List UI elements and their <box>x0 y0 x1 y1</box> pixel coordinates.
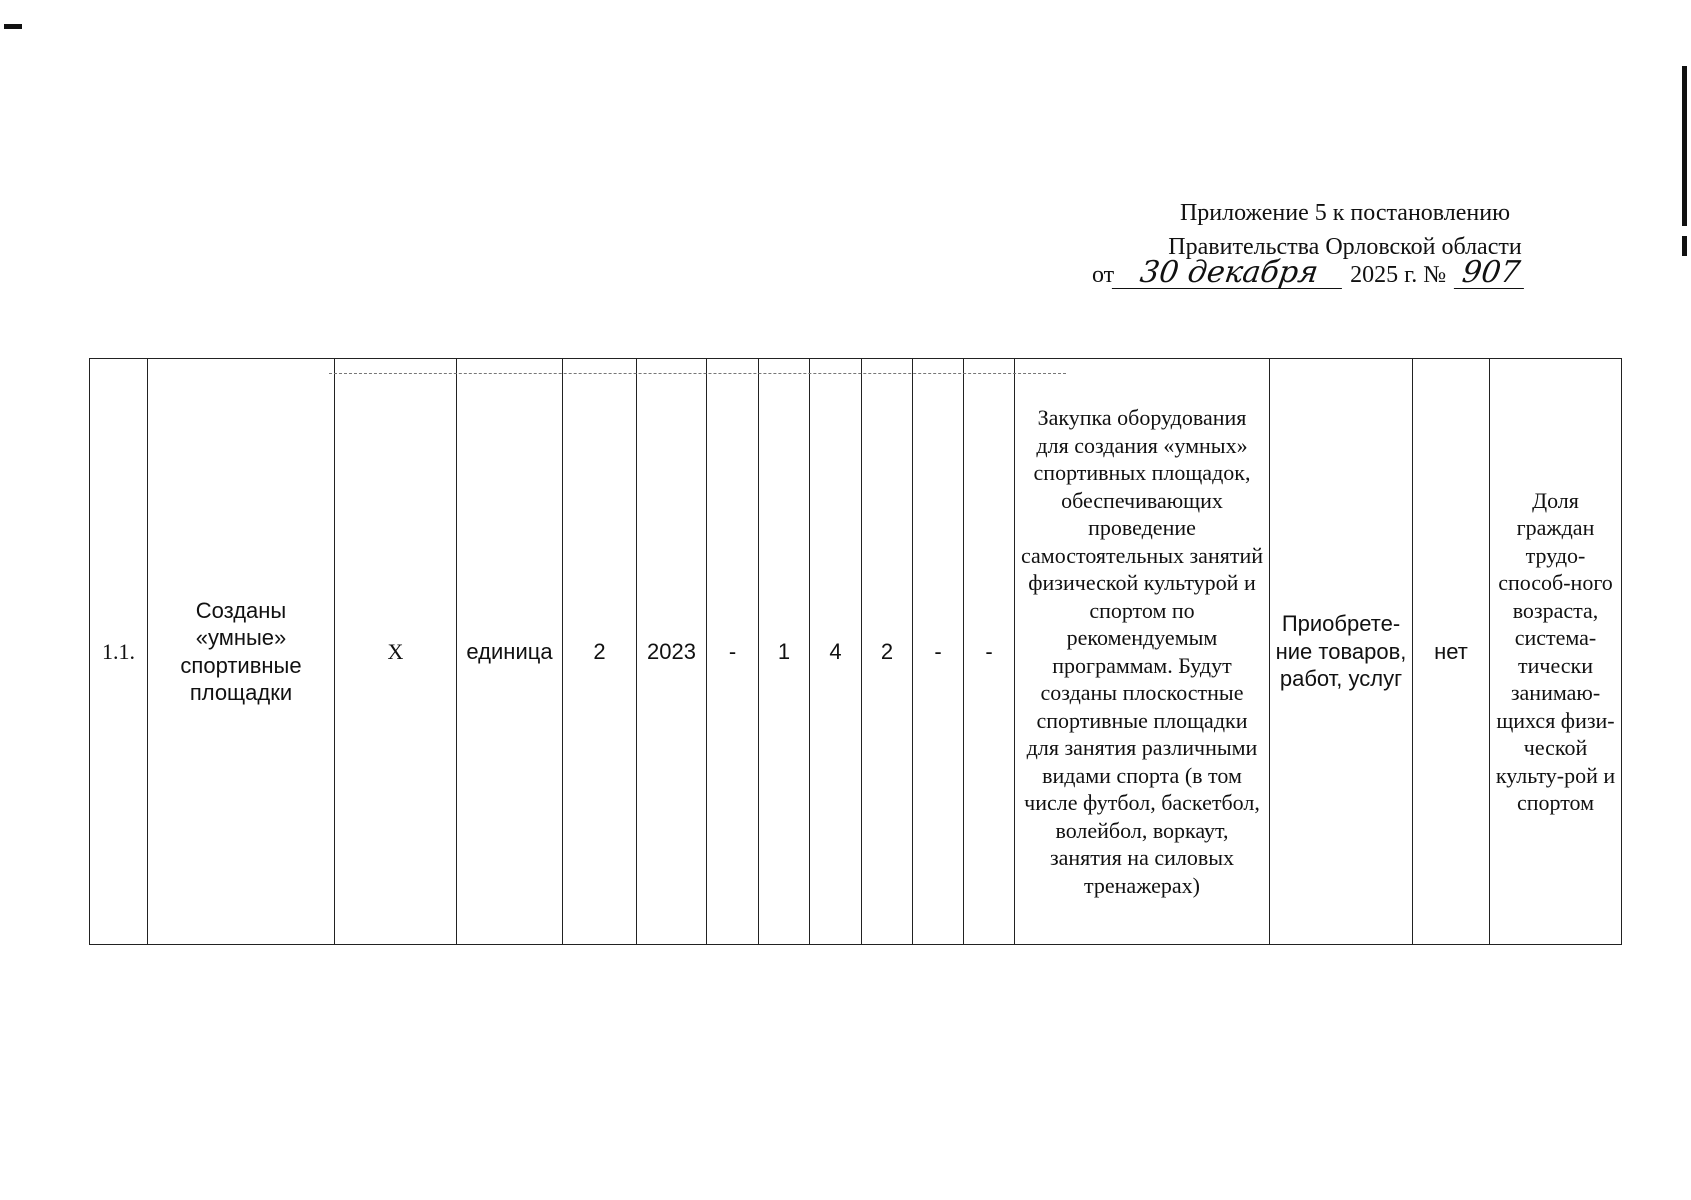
cell-value-2: 1 <box>759 359 810 945</box>
header-line-1: Приложение 5 к постановлению <box>1179 200 1511 226</box>
cell-flag: нет <box>1413 359 1490 945</box>
scan-mark-right-edge <box>1682 66 1687 226</box>
document-header <box>1065 196 1625 264</box>
handwritten-date: 30 декабря <box>1112 258 1346 289</box>
cell-value-4: 2 <box>862 359 913 945</box>
dashed-top-line <box>329 373 1066 374</box>
cell-value-6: - <box>964 359 1015 945</box>
date-prefix: от <box>1092 262 1115 288</box>
handwritten-number: 907 <box>1454 258 1528 289</box>
results-table <box>89 358 1621 945</box>
scan-mark-right-edge-small <box>1682 236 1687 256</box>
cell-number: 1.1. <box>90 359 148 945</box>
cell-result-name: Созданы «умные» спортивные площадки <box>148 359 335 945</box>
date-line <box>1092 255 1526 292</box>
header-line-2: Правительства Орловской области <box>1168 234 1522 260</box>
cell-base-year: 2023 <box>637 359 707 945</box>
cell-description: Закупка оборудования для создания «умных» спортивных площадок, обеспечивающих проведение самостоятельных занятий физической культурой и спортом по рекомендуемым программам. Будут созданы плоскостные спортивные площадки для занятия различными видами спорта (в том числе футбол, баскетбол, волейбол, воркаут, занятия на силовых тренажерах) <box>1015 359 1270 945</box>
cell-x: X <box>335 359 457 945</box>
scan-mark-top-left <box>4 24 22 29</box>
cell-value-3: 4 <box>810 359 862 945</box>
cell-type: Приобрете-ние товаров, работ, услуг <box>1270 359 1413 945</box>
cell-value-5: - <box>913 359 964 945</box>
cell-value-1: - <box>707 359 759 945</box>
cell-indicator: Доля граждан трудо-способ-ного возраста, система-тически занимаю-щихся физи-ческой культу-рой и спортом <box>1490 359 1622 945</box>
table-row <box>90 359 1622 945</box>
year-label: 2025 г. № <box>1350 262 1447 288</box>
cell-unit: единица <box>457 359 563 945</box>
cell-base-value: 2 <box>563 359 637 945</box>
